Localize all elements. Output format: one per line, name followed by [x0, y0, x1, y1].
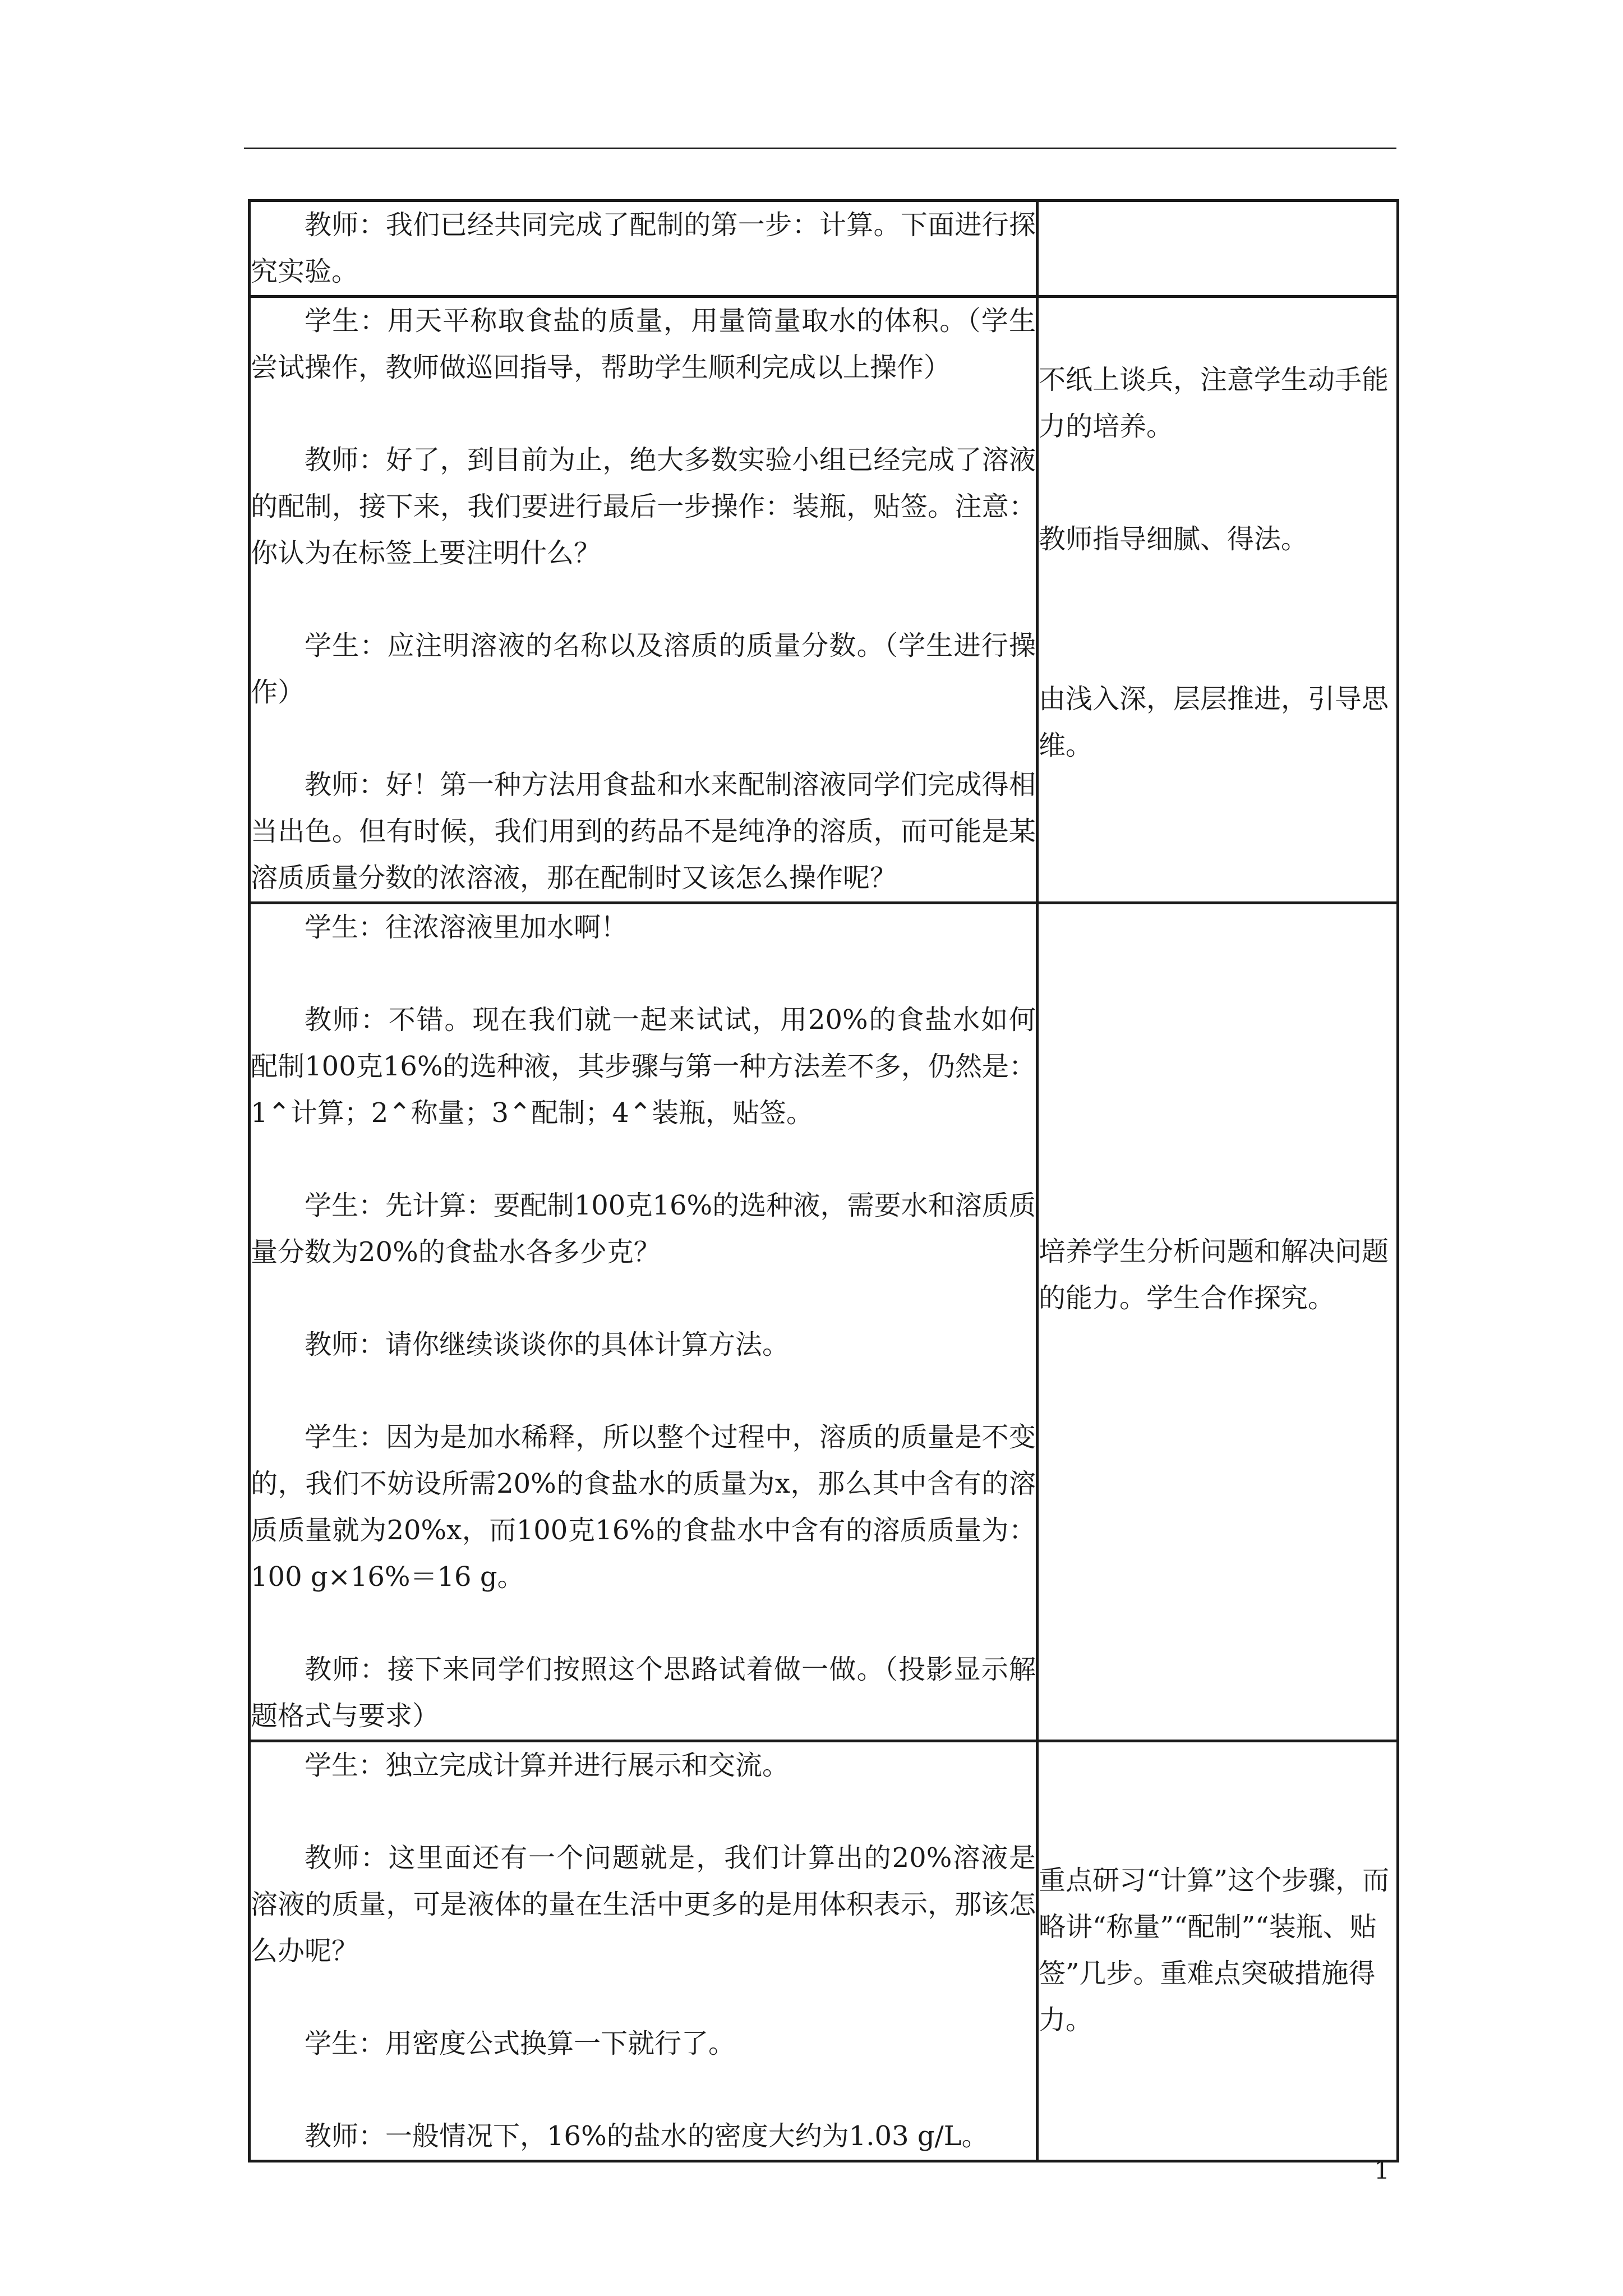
dialogue-paragraph: 教师：不错。现在我们就一起来试试，用20%的食盐水如何配制100克16%的选种液，其步骤与第一种方法差不多，仍然是：1⌃计算；2⌃称量；3⌃配制；4⌃装瓶，贴签。 — [251, 1004, 1036, 1129]
dialogue-paragraph: 教师：好了，到目前为止，绝大多数实验小组已经完成了溶液的配制，接下来，我们要进行最后一步操作：装瓶，贴签。注意：你认为在标签上要注明什么？ — [251, 444, 1036, 569]
note-text: 不纸上谈兵，注意学生动手能力的培养。 — [1039, 364, 1389, 442]
table-row — [250, 903, 1398, 1741]
note-cell — [1038, 201, 1398, 297]
note-text: 培养学生分析问题和解决问题的能力。学生合作探究。 — [1039, 1236, 1389, 1314]
dialogue-paragraph: 学生：应注明溶液的名称以及溶质的质量分数。（学生进行操作） — [251, 630, 1036, 708]
note-cell — [1038, 903, 1398, 1741]
dialogue-cell — [250, 1741, 1038, 2161]
dialogue-paragraph: 学生：用天平称取食盐的质量，用量筒量取水的体积。（学生尝试操作，教师做巡回指导，帮助学生顺利完成以上操作） — [251, 305, 1036, 383]
table-row — [250, 201, 1398, 297]
dialogue-paragraph: 学生：往浓溶液里加水啊！ — [305, 912, 628, 943]
dialogue-paragraph: 教师：接下来同学们按照这个思路试着做一做。（投影显示解题格式与要求） — [251, 1654, 1036, 1732]
note-cell — [1038, 297, 1398, 903]
dialogue-paragraph: 学生：先计算：要配制100克16%的选种液，需要水和溶质质量分数为20%的食盐水各多少克？ — [251, 1190, 1036, 1268]
page-number: 1 — [1374, 2156, 1390, 2185]
note-cell — [1038, 1741, 1398, 2161]
header-rule — [244, 148, 1396, 149]
dialogue-cell — [250, 903, 1038, 1741]
table-row — [250, 297, 1398, 903]
dialogue-cell — [250, 297, 1038, 903]
dialogue-paragraph: 学生：因为是加水稀释，所以整个过程中，溶质的质量是不变的，我们不妨设所需20%的食盐水的质量为x，那么其中含有的溶质质量就为20%x，而100克16%的食盐水中含有的溶质质量为：100 g×16%＝16 g。 — [251, 1421, 1036, 1593]
dialogue-paragraph: 教师：这里面还有一个问题就是，我们计算出的20%溶液是溶液的质量，可是液体的量在生活中更多的是用体积表示，那该怎么办呢？ — [251, 1842, 1036, 1967]
table-row — [250, 1741, 1398, 2161]
note-text: 由浅入深，层层推进，引导思维。 — [1039, 683, 1389, 761]
dialogue-paragraph: 学生：用密度公式换算一下就行了。 — [305, 2028, 736, 2059]
note-text: 重点研习“计算”这个步骤，而略讲“称量”“配制”“装瓶、贴签”几步。重难点突破措施得力。 — [1039, 1865, 1390, 2036]
dialogue-paragraph: 教师：好！第一种方法用食盐和水来配制溶液同学们完成得相当出色。但有时候，我们用到的药品不是纯净的溶质，而可能是某溶质质量分数的浓溶液，那在配制时又该怎么操作呢？ — [251, 769, 1036, 894]
dialogue-paragraph: 教师：请你继续谈谈你的具体计算方法。 — [305, 1329, 790, 1360]
dialogue-cell — [250, 201, 1038, 297]
lesson-table — [248, 199, 1399, 2162]
note-text: 教师指导细腻、得法。 — [1039, 523, 1308, 555]
dialogue-paragraph: 教师：一般情况下，16%的盐水的密度大约为1.03 g/L。 — [305, 2120, 989, 2152]
dialogue-paragraph: 学生：独立完成计算并进行展示和交流。 — [305, 1750, 790, 1781]
dialogue-paragraph: 教师：我们已经共同完成了配制的第一步：计算。下面进行探究实验。 — [251, 209, 1036, 287]
